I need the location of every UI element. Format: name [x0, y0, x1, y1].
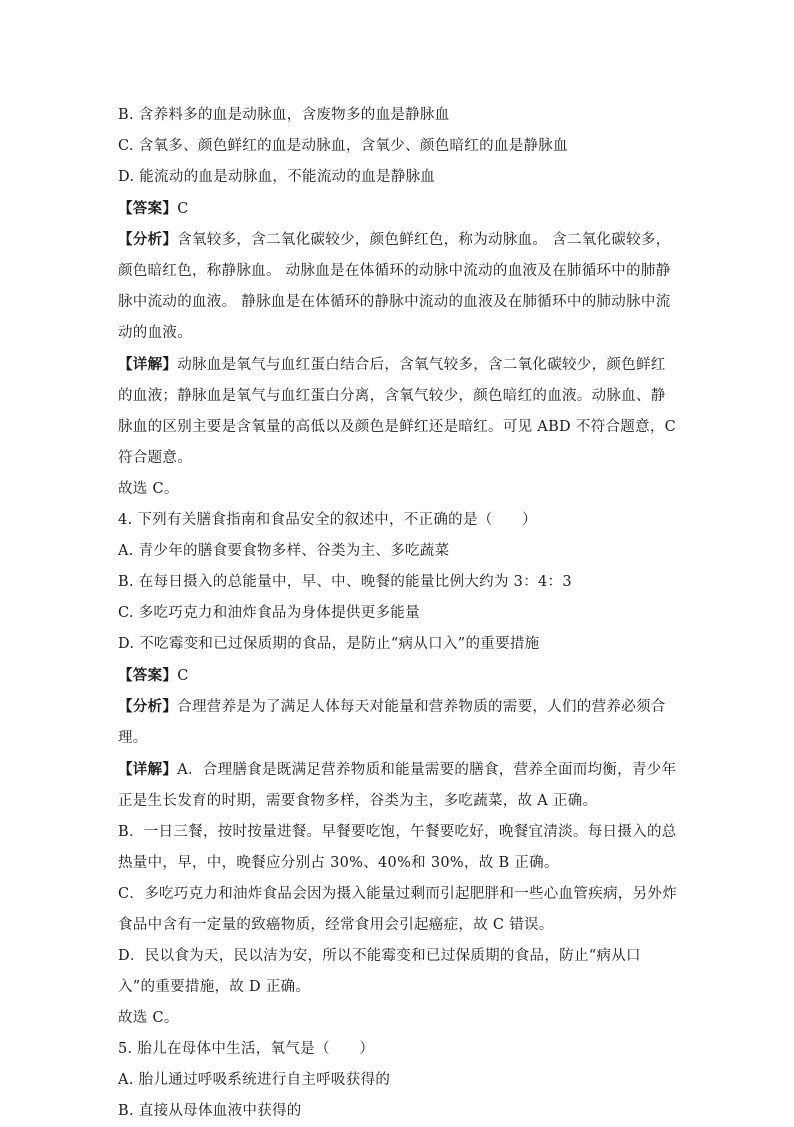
q4-option-a: A. 青少年的膳食要食物多样、谷类为主、多吃蔬菜 [118, 543, 450, 559]
q4-conclusion: 故选 C。 [118, 1010, 179, 1026]
q3-option-c: C. 含氧多、颜色鲜红的血是动脉血，含氧少、颜色暗红的血是静脉血 [118, 138, 568, 154]
q4-detail-b: B．一日三餐，按时按量进餐。早餐要吃饱，午餐要吃好，晚餐宜清淡。每日摄入的总热量中，早，中，晚餐应分别占 30%、40%和 30%，故 B 正确。 [118, 824, 677, 871]
q4-option-c: C. 多吃巧克力和油炸食品为身体提供更多能量 [118, 605, 420, 621]
q3-detail [118, 349, 678, 474]
q3-detail-text: 动脉血是氧气与血红蛋白结合后，含氧气较多，含二氧化碳较少，颜色鲜红的血液；静脉血是氧气与血红蛋白分离，含氧气较少，颜色暗红的血液。动脉血、静脉血的区别主要是含氧量的高低以及颜色是鲜红还是暗红。可见 ABD 不符合题意，C 符合题意。 [118, 357, 677, 466]
q4-analysis-tag: 【分析】 [118, 698, 178, 715]
q3-option-d: D. 能流动的血是动脉血，不能流动的血是静脉血 [118, 169, 436, 185]
q4-detail-a-text: A．合理膳食是既满足营养物质和能量需要的膳食，营养全面而均衡，青少年正是生长发育的时期，需要食物多样，谷类为主，多吃蔬菜，故 A 正确。 [118, 762, 677, 809]
q4-detail-tag: 【详解】 [118, 761, 178, 778]
q4-option-d: D. 不吃霉变和已过保质期的食品，是防止“病从口入”的重要措施 [118, 636, 540, 652]
q4-stem: 4. 下列有关膳食指南和食品安全的叙述中，不正确的是（ ） [118, 512, 537, 528]
q4-option-b: B. 在每日摄入的总能量中，早、中、晚餐的能量比例大约为 3：4：3 [118, 574, 572, 590]
q3-answer-tag: 【答案】 [118, 200, 178, 217]
q3-analysis-text: 含氧较多，含二氧化碳较少，颜色鲜红色，称为动脉血。 含二氧化碳较多，颜色暗红色，称静脉血。 动脉血是在体循环的动脉中流动的血液及在肺循环中的肺静脉中流动的血液。 静脉血是在体循环的静脉中流动的血液及在肺循环中的肺动脉中流动的血液。 [118, 232, 671, 341]
q4-answer-tag: 【答案】 [118, 667, 178, 684]
q4-detail-d: D．民以食为天，民以洁为安，所以不能霉变和已过保质期的食品，防止“病从口入”的重要措施，故 D 正确。 [118, 948, 641, 995]
q3-answer-value: C [177, 201, 189, 217]
page-content [118, 100, 678, 1127]
q5-option-b: B. 直接从母体血液中获得的 [118, 1103, 302, 1119]
q4-answer [118, 660, 678, 691]
q4-analysis [118, 691, 678, 754]
q4-detail-a [118, 754, 678, 817]
q3-option-b: B. 含养料多的血是动脉血，含废物多的血是静脉血 [118, 107, 450, 123]
q3-conclusion: 故选 C。 [118, 481, 179, 497]
q3-detail-tag: 【详解】 [118, 356, 178, 373]
q4-analysis-text: 合理营养是为了满足人体每天对能量和营养物质的需要，人们的营养必须合理。 [118, 699, 666, 746]
q3-answer [118, 193, 678, 224]
q5-stem: 5. 胎儿在母体中生活，氧气是（ ） [118, 1041, 375, 1057]
q5-option-a: A. 胎儿通过呼吸系统进行自主呼吸获得的 [118, 1072, 391, 1088]
q4-detail-c: C．多吃巧克力和油炸食品会因为摄入能量过剩而引起肥胖和一些心血管疾病，另外炸食品中含有一定量的致癌物质，经常食用会引起癌症，故 C 错误。 [118, 886, 677, 933]
q4-answer-value: C [177, 668, 189, 684]
q3-analysis [118, 224, 678, 349]
q3-analysis-tag: 【分析】 [118, 231, 178, 248]
